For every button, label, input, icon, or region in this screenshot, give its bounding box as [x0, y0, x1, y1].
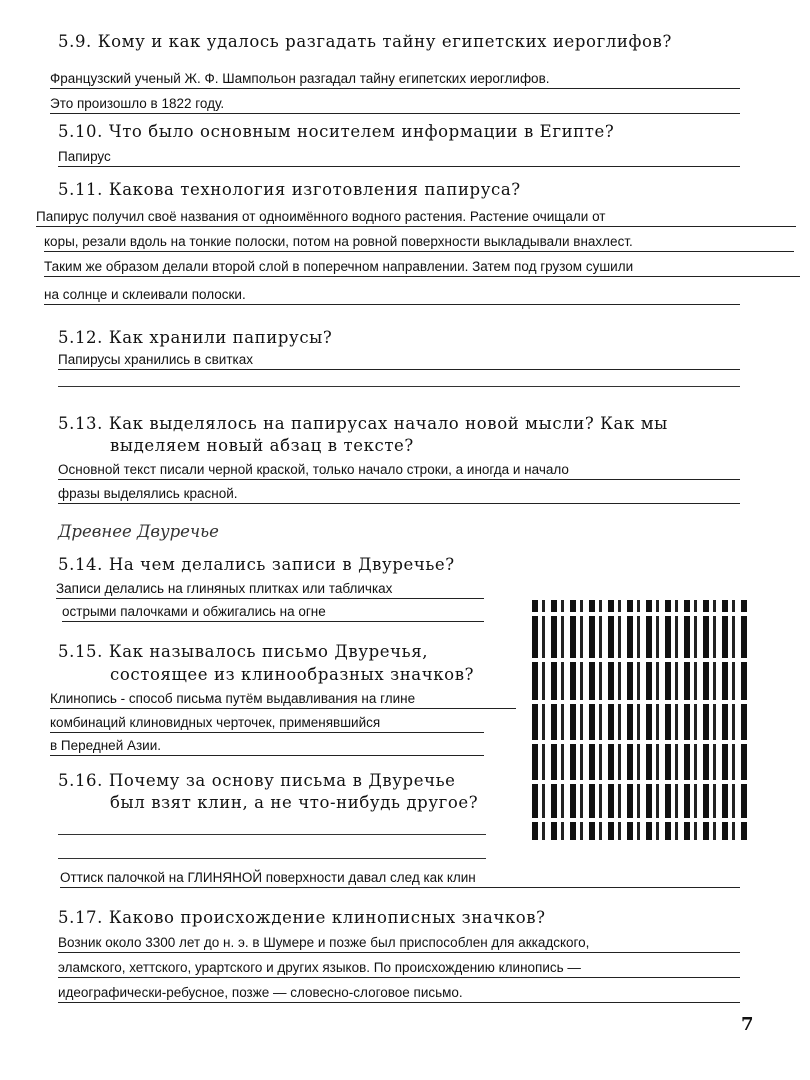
- question-5-13-cont: выделяем новый абзац в тексте?: [110, 436, 414, 455]
- answer-line: Клинопись - способ письма путём выдавливания на глине: [50, 690, 516, 709]
- question-5-17: 5.17. Каково происхождение клинописных значков?: [58, 908, 546, 927]
- blank-line: [58, 858, 486, 859]
- page-number: 7: [741, 1014, 754, 1035]
- question-5-16-cont: был взят клин, а не что-нибудь другое?: [110, 793, 479, 812]
- answer-line: коры, резали вдоль на тонкие полоски, потом на ровной поверхности выкладывали внахлест.: [44, 233, 794, 252]
- answer-line: идеографически-ребусное, позже — словесно-слоговое письмо.: [58, 984, 740, 1003]
- answer-line: эламского, хеттского, урартского и других языков. По происхождению клинопись —: [58, 959, 740, 978]
- question-5-14: 5.14. На чем делались записи в Двуречье?: [58, 555, 455, 574]
- question-5-11: 5.11. Какова технология изготовления папируса?: [58, 180, 521, 199]
- answer-line: Папирусы хранились в свитках: [58, 351, 740, 370]
- answer-line: Возник около 3300 лет до н. э. в Шумере и позже был приспособлен для аккадского,: [58, 934, 740, 953]
- question-5-12: 5.12. Как хранили папирусы?: [58, 328, 333, 347]
- cuneiform-tablet-image: [532, 600, 750, 840]
- question-5-15-cont: состоящее из клинообразных значков?: [110, 665, 475, 684]
- blank-line: [58, 386, 740, 387]
- answer-line: острыми палочками и обжигались на огне: [62, 603, 484, 622]
- question-5-15: 5.15. Как называлось письмо Двуречья,: [58, 642, 429, 661]
- answer-line: Оттиск палочкой на ГЛИНЯНОЙ поверхности давал след как клин: [60, 869, 740, 888]
- answer-line: Это произошло в 1822 году.: [50, 95, 740, 114]
- answer-line: Французский ученый Ж. Ф. Шампольон разгадал тайну египетских иероглифов.: [50, 70, 740, 89]
- answer-line: Папирус получил своё названия от одноимённого водного растения. Растение очищали от: [36, 208, 796, 227]
- answer-line: Записи делались на глиняных плитках или табличках: [56, 580, 484, 599]
- question-5-9: 5.9. Кому и как удалось разгадать тайну египетских иероглифов?: [58, 32, 672, 51]
- question-5-16: 5.16. Почему за основу письма в Двуречье: [58, 771, 456, 790]
- blank-line: [58, 834, 486, 835]
- section-title: Древнее Двуречье: [58, 522, 219, 541]
- answer-line: фразы выделялись красной.: [58, 485, 740, 504]
- answer-line: Основной текст писали черной краской, только начало строки, а иногда и начало: [58, 461, 740, 480]
- answer-line: комбинаций клиновидных черточек, применявшийся: [50, 714, 484, 733]
- answer-line: Таким же образом делали второй слой в поперечном направлении. Затем под грузом сушили: [44, 258, 800, 277]
- answer-line: в Передней Азии.: [50, 737, 484, 756]
- question-5-10: 5.10. Что было основным носителем информации в Египте?: [58, 122, 615, 141]
- question-5-13: 5.13. Как выделялось на папирусах начало новой мысли? Как мы: [58, 414, 668, 433]
- answer-line: на солнце и склеивали полоски.: [44, 286, 740, 305]
- answer-line: Папирус: [58, 148, 740, 167]
